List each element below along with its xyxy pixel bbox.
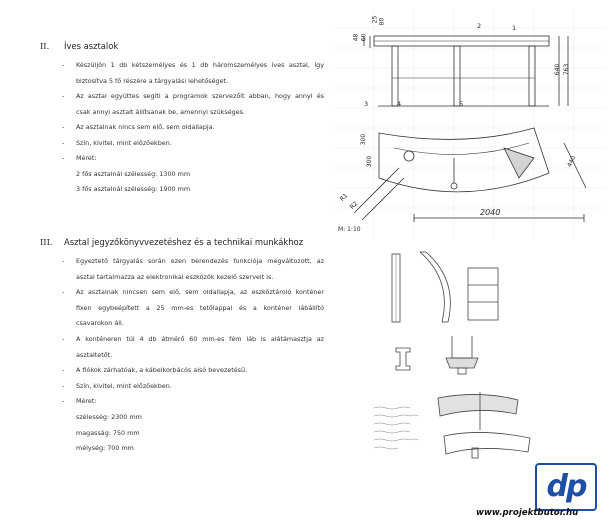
radius-label: R1 (338, 192, 350, 203)
part-number-label: 5 (459, 100, 464, 108)
dimension-label: 640 (554, 63, 562, 76)
list-item: - Méret: (62, 151, 324, 167)
list-item-continuation: csak annyi asztalt állítsanak be, amennyi szükséges. (76, 107, 245, 116)
list-item-continuation: biztosítva 5 fő részére a tárgyalási lehetőséget. (76, 76, 229, 85)
list-item-continuation: 2 fős asztalnál szélesség: 1300 mm (76, 169, 191, 178)
list-item-continuation: szélesség: 2300 mm (76, 412, 142, 421)
section-iii-bullet-list (62, 254, 324, 457)
list-item-continuation: mélység: 700 mm (76, 444, 134, 453)
section-heading-ives-asztalok (40, 41, 118, 51)
dimension-label: 80 (378, 17, 386, 26)
section-number: III. (40, 237, 53, 247)
list-item: - Az asztalnak nincsen sem elő, sem oldallapja, az eszköztároló konténer (62, 285, 324, 301)
list-item-continuation: 3 fős asztalnál szélesség: 1900 mm (76, 185, 191, 193)
scale-label: M: 1:10 (338, 226, 361, 233)
dimension-label: 763 (563, 63, 571, 76)
list-item: - Szín, kivitel, mint előzőekben. (62, 136, 324, 152)
dimension-label: 300 (366, 155, 374, 168)
website-url[interactable]: www.projektbutor.hu (476, 508, 579, 518)
list-item: - A konténeren túl 4 db átmérő 60 mm-es fém láb is alátámasztja az (62, 332, 324, 348)
technical-desk-sketch (360, 240, 560, 465)
list-item-continuation: fixen egybeépített a 25 mm-es tetőlappal és a konténer lábállító (76, 303, 324, 312)
dimension-label: 25 (371, 15, 379, 24)
section-number: II. (40, 41, 50, 51)
list-item: - Egyeztető tárgyalás során ezen berendezés funkciója megváltozott, az (62, 254, 324, 270)
projektbutor-logo (535, 463, 597, 511)
radius-label: R2 (348, 200, 360, 211)
list-item: - Az asztal együttes segíti a programok szervezőit abban, hogy annyi és (62, 89, 324, 105)
list-item-continuation: asztal tartalmazza az elektronikai eszközök kezelő szerveit is. (76, 272, 274, 281)
list-item-continuation: csavarokon áll. (76, 319, 124, 328)
dimension-label: 60 (360, 33, 368, 42)
logo-text: dp (546, 469, 586, 504)
part-number-label: 3 (364, 100, 369, 108)
dimension-label: 2040 (480, 208, 501, 217)
list-item: - Az asztalnak nincs sem elő, sem oldallapja. (62, 120, 324, 136)
section-title: Íves asztalok (64, 41, 119, 51)
list-item: - Készüljön 1 db kétszemélyes és 1 db háromszemélyes íves asztal, így (62, 58, 324, 74)
list-item-continuation: magasság: 750 mm (76, 428, 140, 437)
dimension-label: 48 (352, 33, 360, 42)
list-item-continuation: asztaltetőt. (76, 350, 113, 359)
section-title: Asztal jegyzőkönyvvezetéshez és a technikai munkákhoz (64, 237, 304, 247)
dimension-label: 440 (566, 154, 578, 169)
part-number-label: 4 (397, 100, 402, 108)
list-item: - Méret: (62, 394, 324, 410)
list-item: - A fiókok zárhatóak, a kábelkorbácós alsó bevezetésű. (62, 363, 324, 379)
dimension-label: 300 (360, 133, 368, 146)
section-ii-bullet-list (62, 58, 324, 198)
part-number-label: 2 (477, 22, 482, 30)
part-number-label: 1 (512, 24, 517, 32)
section-heading-jegyzokonyv-asztal (40, 237, 303, 247)
curved-table-technical-sketch (334, 8, 606, 240)
list-item: - Szín, kivitel, mint előzőekben. (62, 379, 324, 395)
